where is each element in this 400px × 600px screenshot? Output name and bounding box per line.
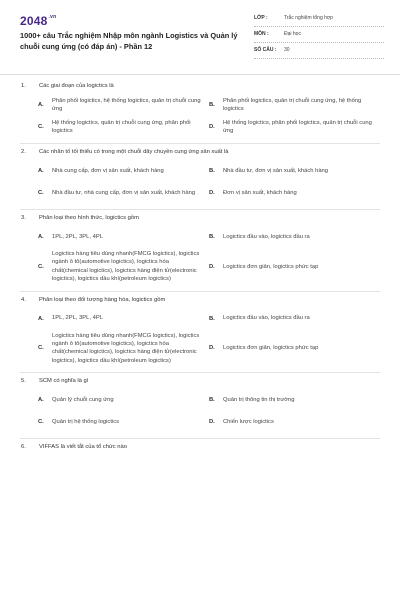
meta-subject-value: Đại học — [284, 31, 301, 37]
option-letter: B. — [209, 168, 215, 174]
question-number: 1. — [21, 83, 26, 89]
option-text: Nhà cung cấp, đơn vị sản xuất, khách hàng — [52, 167, 164, 174]
option-letter: C. — [38, 345, 44, 352]
option-text: Nhà đầu tư, đơn vị sản xuất, khách hàng — [223, 167, 329, 174]
answer-options — [20, 94, 380, 138]
meta-class-label: LỚP : — [254, 15, 268, 21]
option-text: 1PL, 2PL, 3PL, 4PL — [52, 233, 103, 240]
question-3 — [0, 210, 400, 292]
option-letter: B. — [209, 234, 215, 240]
option-text: Quản trị thông tin thị trường — [223, 397, 295, 404]
answer-option[interactable] — [38, 116, 209, 138]
option-letter: B. — [209, 102, 215, 108]
option-text: Phân phối logictics, quản trị chuỗi cung ứng, hệ thống logictics — [223, 97, 362, 112]
question-text — [20, 296, 380, 304]
question-text — [20, 82, 380, 90]
option-letter: A. — [38, 102, 44, 108]
meta-subject-label: MÔN : — [254, 31, 269, 37]
answer-option[interactable] — [209, 160, 380, 182]
answer-option[interactable] — [209, 308, 380, 330]
document-header — [0, 0, 400, 74]
option-letter: C. — [38, 263, 44, 270]
answer-option[interactable] — [38, 226, 209, 248]
answer-options — [20, 160, 380, 204]
option-letter: A. — [38, 315, 44, 322]
question-text — [20, 148, 380, 156]
question-2 — [0, 144, 400, 210]
answer-option[interactable] — [209, 411, 380, 433]
answer-option[interactable] — [209, 182, 380, 204]
question-number: 3. — [21, 215, 26, 221]
meta-class — [254, 13, 384, 27]
option-text: Logictics đầu vào, logictics đầu ra — [223, 233, 310, 240]
document-title: 1000+ câu Trắc nghiệm Nhập môn ngành Logistics và Quản lý chuỗi cung ứng (có đáp án) - Phần 12 — [20, 31, 238, 51]
option-text: Phân phối logictics, hệ thống logictics, quản trị chuỗi cung ứng — [52, 97, 201, 112]
option-text: Hệ thống logictics, quản trị chuỗi cung ứng, phân phối logictics — [52, 119, 191, 134]
option-letter: B. — [209, 315, 215, 322]
option-letter: D. — [209, 124, 215, 130]
option-text: Chiến lược logictics — [223, 419, 274, 426]
question-number: 4. — [21, 296, 26, 303]
answer-option[interactable] — [38, 389, 209, 411]
option-text: Quản trị hệ thống logictics — [52, 419, 120, 426]
answer-options — [20, 308, 380, 368]
question-prompt: Phân loại theo đối tượng hàng hóa, logictics gồm — [39, 296, 166, 303]
answer-options — [20, 226, 380, 286]
question-4 — [0, 292, 400, 374]
option-letter: C. — [38, 124, 44, 130]
answer-option[interactable] — [38, 308, 209, 330]
option-text: Logictics đơn giản, logictics phức tạp — [223, 345, 319, 352]
option-text: Hệ thống logictics, phân phối logictics, quản trị chuỗi cung ứng — [223, 119, 372, 134]
meta-count-label: SỐ CÂU : — [254, 47, 277, 53]
meta-count — [254, 45, 384, 59]
option-text: Logictics đầu vào, logictics đầu ra — [223, 315, 310, 322]
option-letter: A. — [38, 168, 44, 174]
answer-option[interactable] — [38, 248, 209, 286]
option-text: Đơn vị sản xuất, khách hàng — [223, 189, 297, 196]
question-prompt: VIFFAS là viết tắt của tổ chức nào — [39, 444, 127, 451]
option-letter: A. — [38, 234, 44, 240]
option-text: Nhà đầu tư, nhà cung cấp, đơn vị sản xuất, khách hàng — [52, 189, 196, 196]
option-letter: B. — [209, 397, 215, 404]
question-5 — [0, 373, 400, 439]
question-text — [20, 214, 380, 222]
option-text: Logictics hàng tiêu dùng nhanh(FMCG logictics), logictics ngành ô tô(automotive logictics), logictics hóa chất(chemical logictics), logictics hàng điện tử(electronic logictics), logictics dầu khí(petroleum logictics) — [52, 332, 200, 364]
question-prompt: Các giai đoạn của logictics là — [39, 83, 114, 89]
site-logo[interactable]: $2048^{.vn}$ — [20, 14, 57, 28]
answer-option[interactable] — [209, 330, 380, 368]
answer-options — [20, 389, 380, 433]
option-text: Quản lý chuỗi cung ứng — [52, 397, 114, 404]
option-text: 1PL, 2PL, 3PL, 4PL — [52, 315, 103, 322]
answer-option[interactable] — [38, 330, 209, 368]
question-text — [20, 377, 380, 385]
answer-option[interactable] — [38, 94, 209, 116]
question-prompt: Phân loại theo hình thức, logictics gồm — [39, 215, 139, 221]
meta-class-value: Trắc nghiệm tổng hợp — [284, 15, 333, 21]
question-6 — [0, 439, 400, 451]
question-text — [20, 443, 380, 451]
meta-count-value: 30 — [284, 47, 290, 53]
option-letter: A. — [38, 397, 44, 404]
answer-option[interactable] — [38, 160, 209, 182]
question-number: 5. — [21, 378, 26, 385]
meta-subject — [254, 29, 384, 43]
header-divider — [0, 74, 400, 75]
option-letter: D. — [209, 190, 215, 196]
answer-option[interactable] — [209, 248, 380, 286]
answer-option[interactable] — [38, 182, 209, 204]
answer-option[interactable] — [209, 116, 380, 138]
option-letter: C. — [38, 190, 44, 196]
question-number: 6. — [21, 444, 26, 451]
option-letter: D. — [209, 345, 215, 352]
option-text: Logictics đơn giản, logictics phức tạp — [223, 263, 319, 270]
answer-option[interactable] — [209, 226, 380, 248]
logo-suffix: .vn — [48, 14, 57, 20]
question-list — [0, 78, 400, 451]
question-prompt: SCM có nghĩa là gì — [39, 378, 89, 385]
question-1 — [0, 78, 400, 144]
option-letter: C. — [38, 419, 44, 426]
question-number: 2. — [21, 149, 26, 155]
option-text: Logictics hàng tiêu dùng nhanh(FMCG logictics), logictics ngành ô tô(automotive logictics), logictics hóa chất(chemical logictics), logictics hàng điện tử(electronic logictics), logictics dầu khí(petroleum logictics) — [52, 251, 200, 283]
option-letter: D. — [209, 419, 215, 426]
option-letter: D. — [209, 263, 215, 270]
answer-option[interactable] — [209, 94, 380, 116]
answer-option[interactable] — [38, 411, 209, 433]
answer-option[interactable] — [209, 389, 380, 411]
question-prompt: Các nhân tố tối thiểu có trong một chuỗi dây chuyền cung ứng sản xuất là — [39, 149, 229, 155]
